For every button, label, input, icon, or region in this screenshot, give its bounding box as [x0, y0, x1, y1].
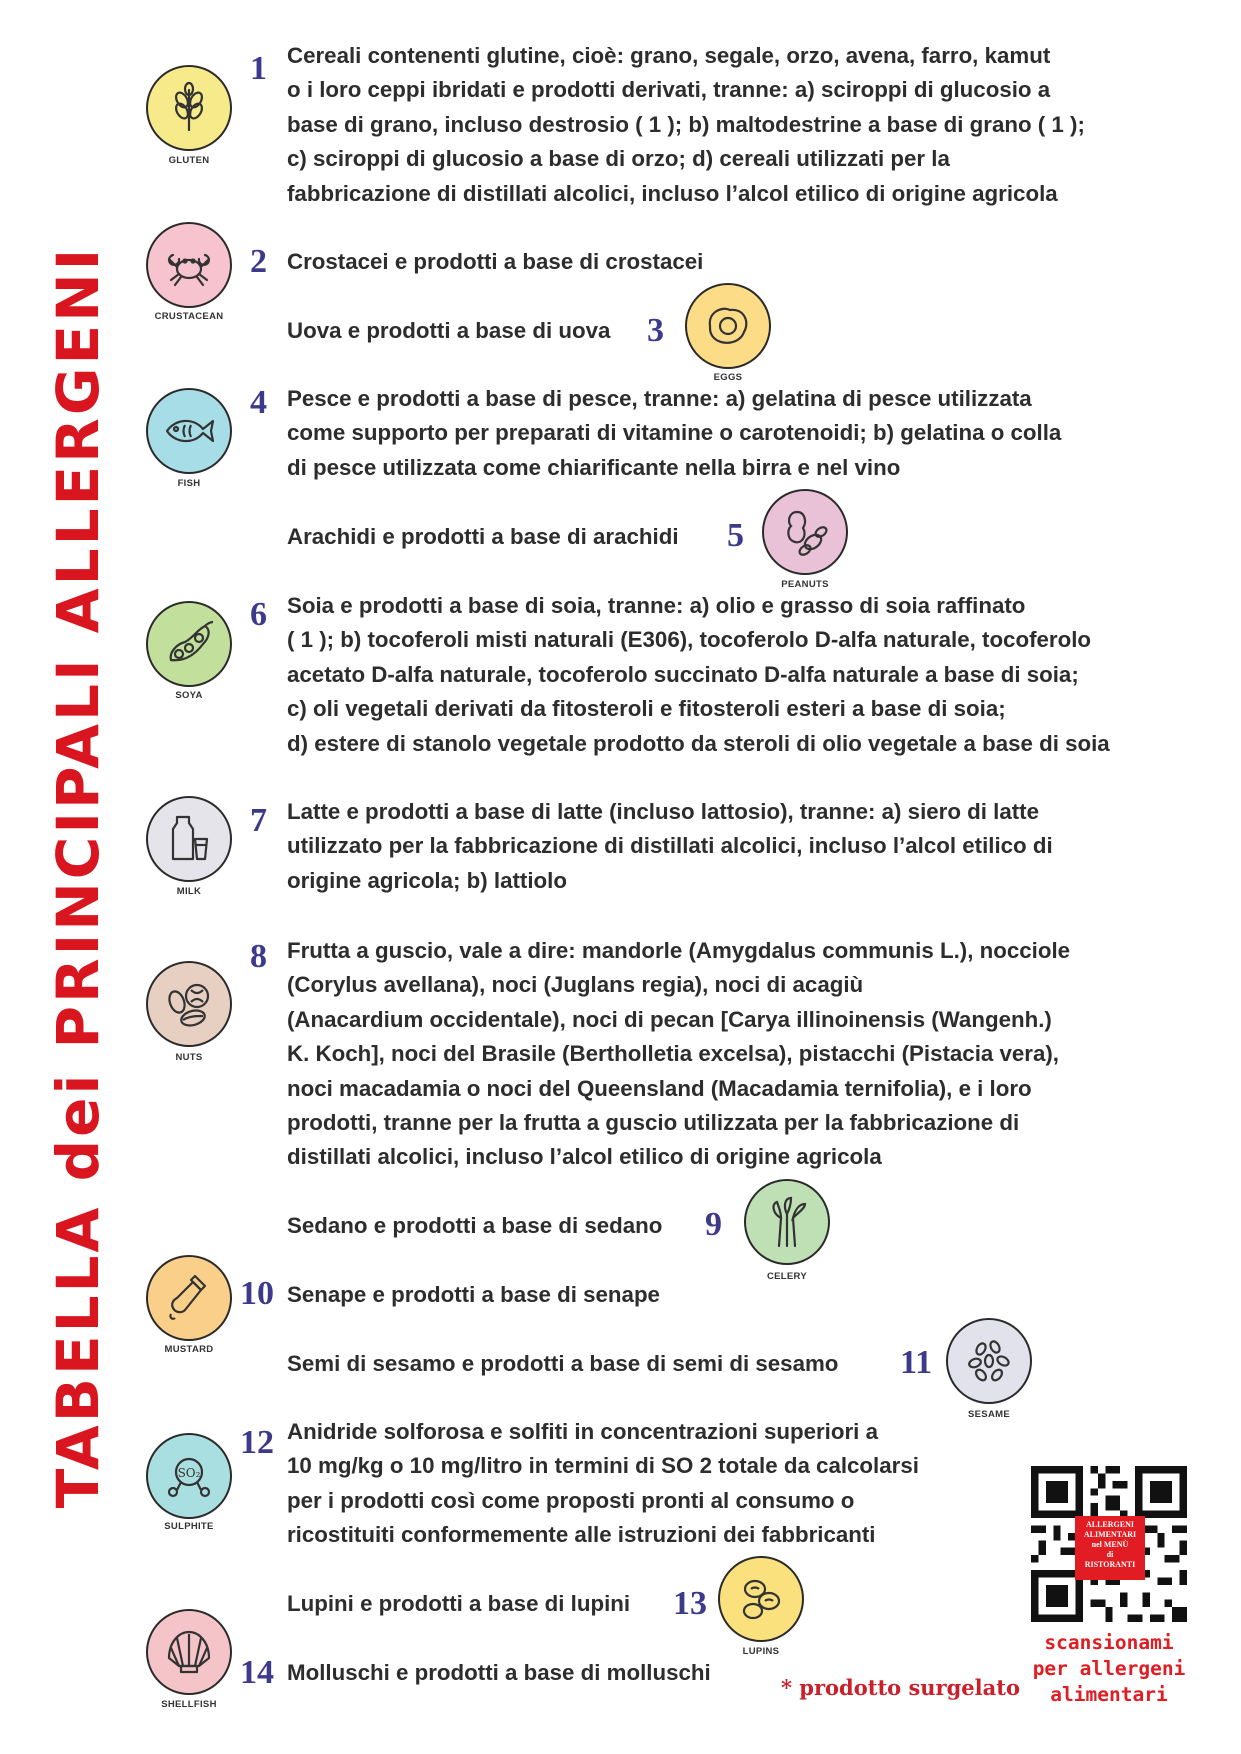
- icon-label-shellfish: SHELLFISH: [161, 1699, 217, 1710]
- shell-icon: [161, 1624, 217, 1680]
- soya-badge: [146, 601, 232, 687]
- lupin-icon: [733, 1571, 789, 1627]
- page-title: TABELLA dei PRINCIPALI ALLERGENI: [44, 245, 112, 1509]
- gluten-badge: [146, 65, 232, 151]
- allergen-number-9: 9: [705, 1206, 722, 1243]
- allergen-number-3: 3: [647, 312, 664, 349]
- lupins-badge: [718, 1556, 804, 1642]
- allergen-number-7: 7: [250, 802, 267, 839]
- icon-label-eggs: EGGS: [713, 372, 743, 383]
- allergen-text-1: Cereali contenenti glutine, cioè: grano, segale, orzo, avena, farro, kamut o i loro ceppi ibridati e prodotti derivati, tranne: a) sciroppi di glucosio a base di grano, incluso destrosio ( 1 ); b) maltodestrine a base di grano ( 1 ); c) sciroppi di glucosio a base di orzo; d) cereali utilizzati per la fabbricazione di distillati alcolici, incluso l’alcol etilico di origine agricola: [287, 43, 1085, 206]
- allergen-text-11: Semi di sesamo e prodotti a base di semi di sesamo: [287, 1351, 839, 1376]
- allergen-text-5: Arachidi e prodotti a base di arachidi: [287, 524, 679, 549]
- allergen-text-10: Senape e prodotti a base di senape: [287, 1282, 660, 1307]
- milk-icon: [161, 811, 217, 867]
- allergen-text-8: Frutta a guscio, vale a dire: mandorle (Amygdalus communis L.), nocciole (Corylus avellana), noci (Juglans regia), noci di acagiù (Anacardium occidentale), noci di pecan [Carya illinoinensis (Wangenh.) K. Koch], noci del Brasile (Bertholletia excelsa), pistacchi (Pistacia vera), noci macadamia o noci del Queensland (Macadamia ternifolia), e i loro prodotti, tranne per la frutta a guscio utilizzata per la fabbricazione di distillati alcolici, incluso l’alcol etilico di origine agricola: [287, 938, 1071, 1170]
- icon-label-peanuts: PEANUTS: [781, 579, 829, 590]
- allergen-text-2: Crostacei e prodotti a base di crostacei: [287, 249, 704, 274]
- nuts-badge: [146, 961, 232, 1047]
- allergen-number-10: 10: [240, 1275, 274, 1312]
- allergen-number-4: 4: [250, 384, 267, 421]
- allergen-number-13: 13: [673, 1585, 707, 1622]
- mustard-icon: [161, 1270, 217, 1326]
- allergen-text-6: Soia e prodotti a base di soia, tranne: a) olio e grasso di soia raffinato ( 1 ); b) tocoferoli misti naturali (E306), tocoferolo D-alfa naturale, tocoferolo acetato D-alfa naturale, tocoferolo succinato D-alfa naturale a base di soia; c) oli vegetali derivati da fitosteroli e fitosteroli esteri a base di soia; d) estere di stanolo vegetale prodotto da steroli di olio vegetale a base di soia: [287, 593, 1110, 756]
- svg-text:SO₂: SO₂: [177, 1466, 201, 1480]
- icon-label-milk: MILK: [176, 886, 202, 897]
- allergen-text-9: Sedano e prodotti a base di sedano: [287, 1213, 663, 1238]
- fish-badge: [146, 388, 232, 474]
- allergen-text-3: Uova e prodotti a base di uova: [287, 318, 611, 343]
- allergen-number-6: 6: [250, 596, 267, 633]
- allergen-number-14: 14: [240, 1654, 274, 1691]
- peanuts-badge: [762, 489, 848, 575]
- icon-label-sesame: SESAME: [968, 1409, 1010, 1420]
- milk-badge: [146, 796, 232, 882]
- frozen-footnote: * prodotto surgelato: [781, 1675, 1020, 1700]
- wheat-icon: [161, 80, 217, 136]
- allergen-text-4: Pesce e prodotti a base di pesce, tranne: a) gelatina di pesce utilizzata come supporto per preparati di vitamine o carotenoidi; b) gelatina o colla di pesce utilizzata come chiarificante nella birra e nel vino: [287, 386, 1062, 480]
- allergen-number-2: 2: [250, 243, 267, 280]
- fish-icon: [161, 403, 217, 459]
- icon-label-gluten: GLUTEN: [168, 155, 210, 166]
- icon-label-nuts: NUTS: [175, 1052, 203, 1063]
- allergen-text-14: Molluschi e prodotti a base di molluschi: [287, 1660, 711, 1685]
- allergen-text-7: Latte e prodotti a base di latte (incluso lattosio), tranne: a) siero di latte utilizzato per la fabbricazione di distillati alcolici, incluso l’alcol etilico di origine agricola; b) lattiolo: [287, 799, 1053, 893]
- allergen-number-11: 11: [900, 1344, 933, 1381]
- icon-label-sulphite: SULPHITE: [164, 1521, 214, 1532]
- qr-badge: ALLERGENI ALIMENTARI nel MENÙ di RISTORANTI: [1075, 1516, 1145, 1580]
- allergen-number-1: 1: [250, 50, 267, 87]
- allergen-number-8: 8: [250, 938, 267, 975]
- allergen-number-12: 12: [240, 1424, 274, 1461]
- sesame-badge: [946, 1318, 1032, 1404]
- mustard-badge: [146, 1255, 232, 1341]
- allergen-text-13: Lupini e prodotti a base di lupini: [287, 1591, 631, 1616]
- allergen-text-12: Anidride solforosa e solfiti in concentrazioni superiori a 10 mg/kg o 10 mg/litro in termini di SO 2 totale da calcolarsi per i prodotti così come proposti pronti al consumo o ricostituiti conformemente alle istruzioni dei fabbricanti: [287, 1419, 919, 1548]
- icon-label-soya: SOYA: [175, 690, 203, 701]
- crab-icon: [161, 237, 217, 293]
- celery-icon: [759, 1194, 815, 1250]
- icon-label-celery: CELERY: [767, 1271, 807, 1282]
- celery-badge: [744, 1179, 830, 1265]
- sulphite-badge: [146, 1433, 232, 1519]
- qr-caption: scansionami per allergeni alimentari: [1032, 1631, 1186, 1706]
- icon-label-crustacean: CRUSTACEAN: [154, 311, 224, 322]
- egg-icon: [700, 298, 756, 354]
- eggs-badge: [685, 283, 771, 369]
- allergen-number-5: 5: [727, 517, 744, 554]
- shellfish-badge: [146, 1609, 232, 1695]
- icon-label-mustard: MUSTARD: [164, 1344, 214, 1355]
- soy-icon: [161, 616, 217, 672]
- peanut-icon: [777, 504, 833, 560]
- icon-label-lupins: LUPINS: [742, 1646, 780, 1657]
- sesame-icon: [961, 1333, 1017, 1389]
- icon-label-fish: FISH: [177, 478, 201, 489]
- crustacean-badge: [146, 222, 232, 308]
- sulphite-icon: [161, 1448, 217, 1504]
- nuts-icon: [161, 976, 217, 1032]
